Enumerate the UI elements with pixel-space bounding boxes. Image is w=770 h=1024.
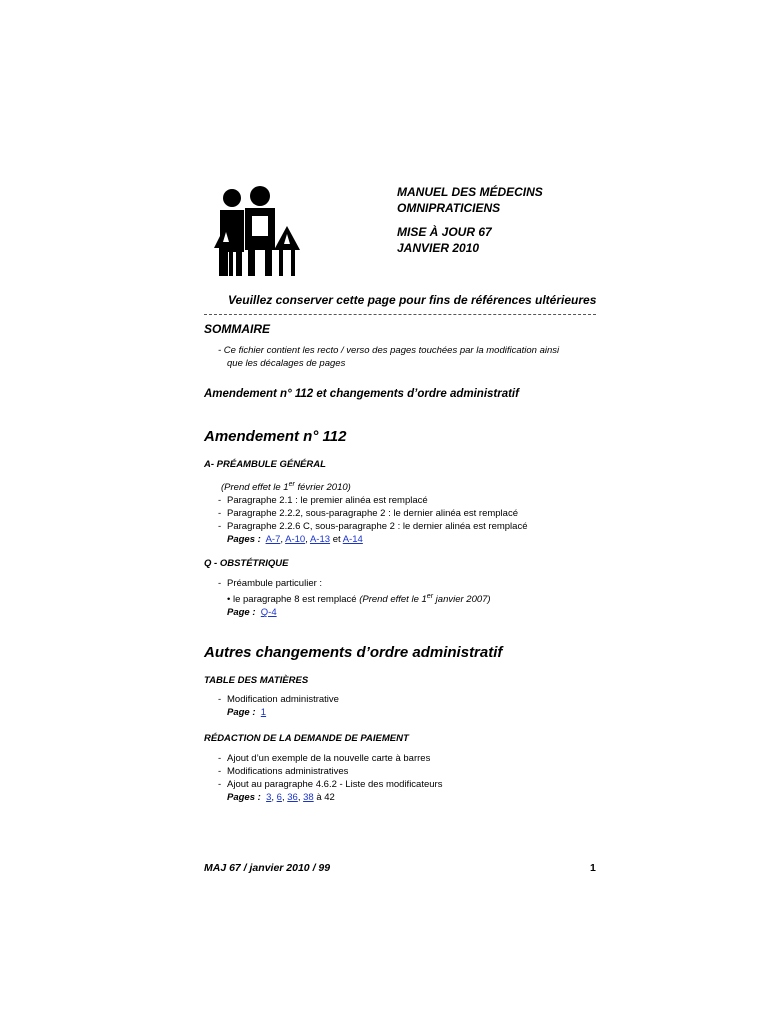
page-link-a10[interactable]: A-10 — [285, 534, 306, 546]
page-link-a13[interactable]: A-13 — [309, 534, 331, 546]
section-q-body — [218, 577, 491, 619]
section-a-pages: Pages : A-7, A-10, A-13 et A-14 — [227, 534, 363, 546]
toc-heading: TABLE DES MATIÈRES — [204, 675, 309, 686]
pages-label: Pages : — [227, 792, 261, 803]
billing-pages: Pages : 3, 6, 36, 38 à 42 — [227, 792, 335, 803]
other-changes-title: Autres changements d’ordre administratif — [204, 644, 503, 661]
page-link-q4[interactable]: Q-4 — [260, 607, 277, 619]
family-silhouettes-logo — [212, 186, 304, 278]
section-a-heading: A- PRÉAMBULE GÉNÉRAL — [204, 459, 326, 470]
section-a-effect: (Prend effet le 1er février 2010) — [221, 481, 351, 494]
pages-label: Pages : — [227, 534, 261, 546]
billing-heading: RÉDACTION DE LA DEMANDE DE PAIEMENT — [204, 733, 409, 744]
summary-line-2: que les décalages de pages — [227, 358, 346, 369]
divider — [204, 314, 596, 315]
billing-body — [218, 752, 442, 804]
page-link-a7[interactable]: A-7 — [265, 534, 281, 546]
page-link-6[interactable]: 6 — [276, 792, 282, 803]
list-item: - Ajout au paragraphe 4.6.2 - Liste des modificateurs — [218, 779, 443, 790]
list-item: - Modification administrative — [218, 694, 339, 705]
section-q-bullet: • le paragraphe 8 est remplacé (Prend effet le 1er janvier 2007) — [227, 593, 491, 606]
summary-line-1: - Ce fichier contient les recto / verso des pages touchées par la modification ainsi — [218, 345, 560, 356]
list-item: - Modifications administratives — [218, 766, 349, 777]
page-label: Page : — [227, 707, 256, 718]
page-link-36[interactable]: 36 — [287, 792, 298, 803]
section-q-page — [218, 606, 491, 619]
section-a-body — [218, 478, 527, 546]
title-line-2: OMNIPRATICIENS — [397, 201, 501, 215]
date-line: JANVIER 2010 — [397, 241, 480, 255]
list-item: - Paragraphe 2.2.2, sous-paragraphe 2 : le dernier alinéa est remplacé — [218, 508, 518, 520]
page-label: Page : — [227, 607, 256, 619]
list-item: - Préambule particulier : — [218, 578, 323, 589]
list-item: - Ajout d’un exemple de la nouvelle carte à barres — [218, 753, 431, 764]
page-link-1[interactable]: 1 — [260, 707, 267, 718]
toc-page — [218, 706, 339, 719]
summary-heading: SOMMAIRE — [204, 322, 270, 336]
amendment-title: Amendement n° 112 — [204, 428, 347, 445]
keep-notice: Veuillez conserver cette page pour fins de références ultérieures — [228, 293, 597, 307]
page-number: 1 — [590, 862, 596, 874]
page-link-a14[interactable]: A-14 — [342, 534, 363, 546]
list-item: - Paragraphe 2.1 : le premier alinéa est remplacé — [218, 495, 428, 507]
manual-title — [397, 184, 543, 256]
list-item: - Paragraphe 2.2.6 C, sous-paragraphe 2 : le dernier alinéa est remplacé — [218, 521, 528, 533]
section-q-heading: Q - OBSTÉTRIQUE — [204, 558, 289, 569]
footer-left: MAJ 67 / janvier 2010 / 99 — [204, 862, 331, 874]
title-line-1: MANUEL DES MÉDECINS — [397, 185, 543, 199]
page-link-38[interactable]: 38 — [303, 792, 314, 803]
summary-text — [218, 344, 598, 370]
amendment-intro: Amendement n° 112 et changements d’ordre administratif — [204, 388, 519, 400]
update-line: MISE À JOUR 67 — [397, 225, 492, 239]
page-link-3[interactable]: 3 — [266, 792, 272, 803]
toc-body — [218, 693, 339, 719]
